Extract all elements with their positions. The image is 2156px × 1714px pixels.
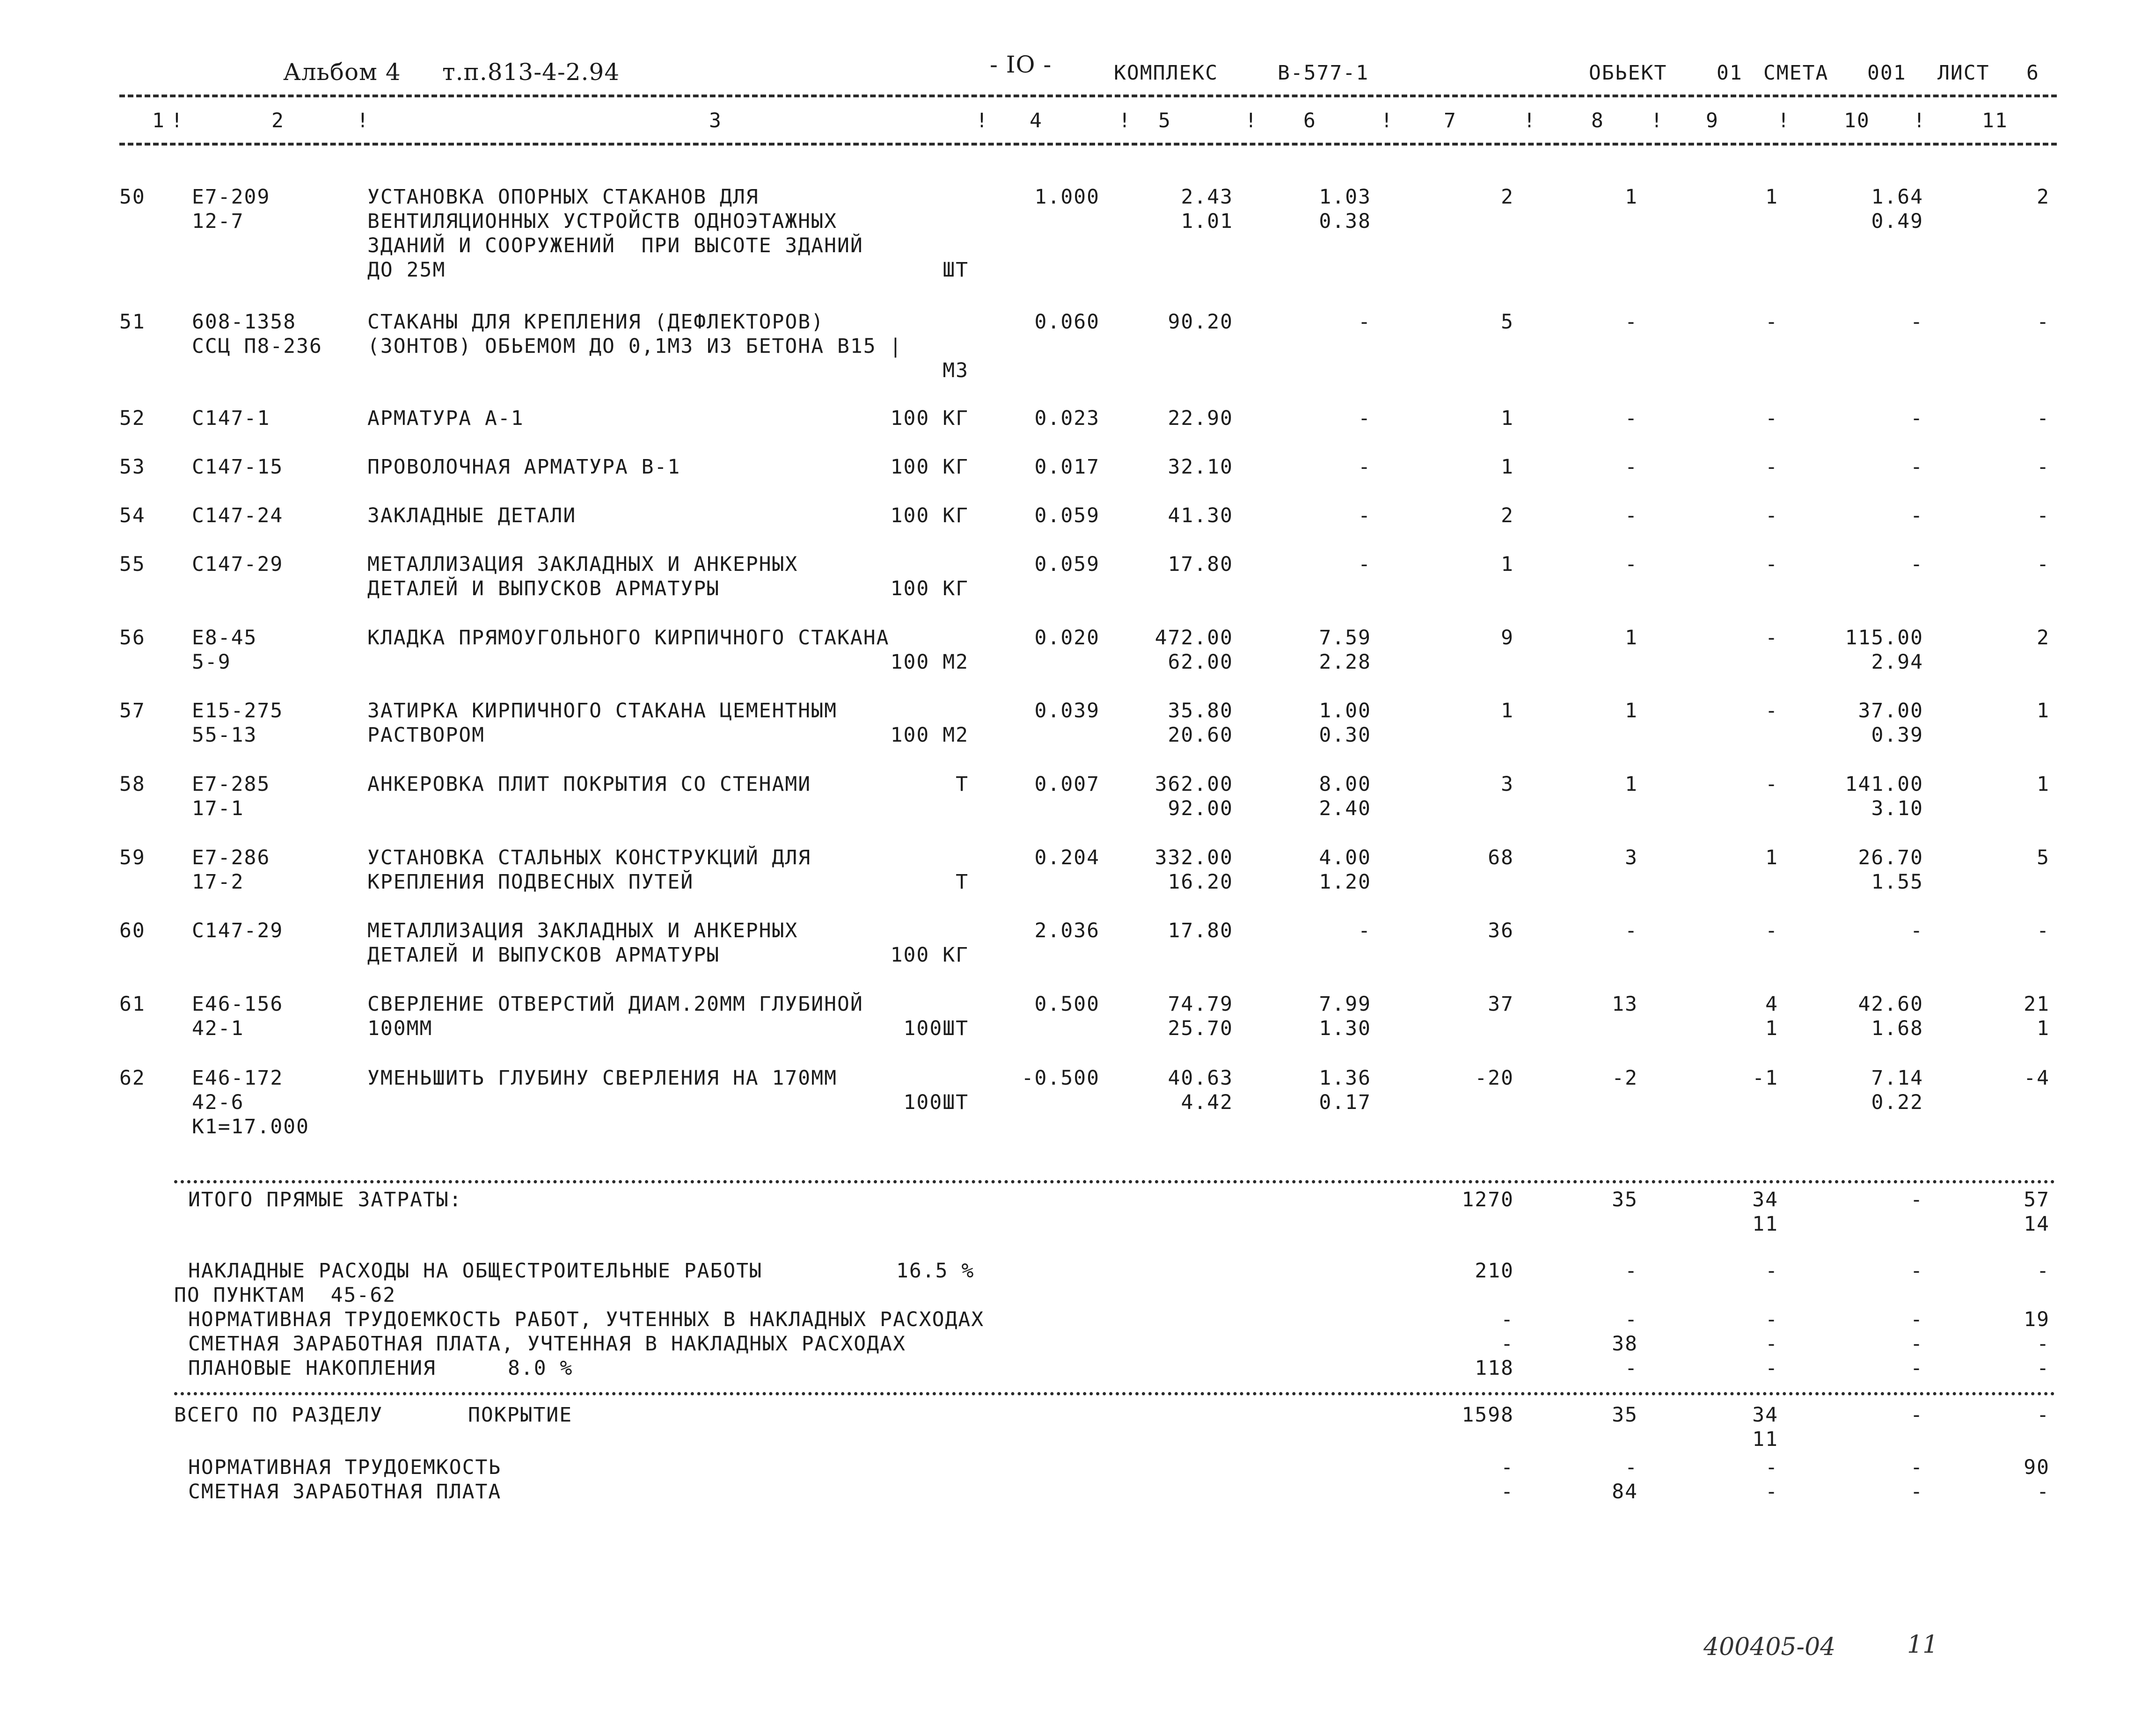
row-c11: 2 <box>2037 185 2050 209</box>
row-c5: 17.80 <box>1168 553 1233 576</box>
row-code: С147-29 <box>192 919 284 942</box>
row-c11: - <box>2037 553 2050 576</box>
wage-overhead-c9: - <box>1765 1332 1778 1356</box>
row-description: ВЕНТИЛЯЦИОННЫХ УСТРОЙСТВ ОДНОЭТАЖНЫХ <box>367 210 837 233</box>
row-description: (ЗОНТОВ) ОБЬЕМОМ ДО 0,1М3 ИЗ БЕТОНА В15 | <box>367 335 903 358</box>
direct-c10: - <box>1910 1188 1923 1211</box>
wage-c11: - <box>2037 1480 2050 1503</box>
object-label: ОБЬЕКТ <box>1589 61 1667 85</box>
row-c10: 26.70 <box>1858 846 1923 869</box>
planned-c10: - <box>1910 1357 1923 1380</box>
row-c6: 2.28 <box>1319 650 1371 674</box>
row-c8: - <box>1625 310 1638 334</box>
row-c9: 1 <box>1765 1017 1778 1040</box>
row-c10: 2.94 <box>1871 650 1923 674</box>
row-unit: 100 КГ <box>890 577 969 600</box>
row-description: АРМАТУРА А-1 <box>367 407 524 430</box>
column-separator: ! <box>976 109 989 132</box>
norm-labor-overhead-c11: 19 <box>2024 1308 2050 1331</box>
row-c5: 40.63 <box>1168 1066 1233 1090</box>
row-number: 62 <box>119 1066 146 1090</box>
row-unit: 100 М2 <box>890 650 969 674</box>
overhead-percent: 16.5 % <box>896 1259 975 1283</box>
norm-labor-c7: - <box>1501 1456 1514 1479</box>
row-c7: 2 <box>1501 185 1514 209</box>
wage-overhead-c8: 38 <box>1612 1332 1638 1356</box>
planned-savings-label: ПЛАНОВЫЕ НАКОПЛЕНИЯ <box>188 1357 436 1380</box>
column-separator: ! <box>1913 109 1926 132</box>
row-code: С147-29 <box>192 553 284 576</box>
row-c7: 1 <box>1501 407 1514 430</box>
row-c7: 2 <box>1501 504 1514 527</box>
row-c6: 8.00 <box>1319 773 1371 796</box>
row-description: ЗАТИРКА КИРПИЧНОГО СТАКАНА ЦЕМЕНТНЫМ <box>367 699 837 722</box>
row-code: Е46-156 <box>192 992 284 1016</box>
row-description: УСТАНОВКА ОПОРНЫХ СТАКАНОВ ДЛЯ <box>367 185 759 209</box>
column-number-4: 4 <box>1030 109 1043 132</box>
row-c8: -2 <box>1612 1066 1638 1090</box>
sheet-label: ЛИСТ <box>1937 61 1990 85</box>
row-code: 608-1358 <box>192 310 297 334</box>
section-c7: 1598 <box>1462 1403 1514 1427</box>
row-code: 5-9 <box>192 650 231 674</box>
row-c6: 1.36 <box>1319 1066 1371 1090</box>
row-c5: 32.10 <box>1168 455 1233 479</box>
row-c11: - <box>2037 407 2050 430</box>
row-c5: 41.30 <box>1168 504 1233 527</box>
row-c5: 35.80 <box>1168 699 1233 722</box>
row-c11: 21 <box>2024 992 2050 1016</box>
row-c8: - <box>1625 407 1638 430</box>
row-c8: 1 <box>1625 699 1638 722</box>
row-quantity-c4: 0.023 <box>1034 407 1100 430</box>
direct-c9: 34 <box>1752 1188 1778 1211</box>
direct-c7: 1270 <box>1462 1188 1514 1211</box>
estimate-number: 001 <box>1867 61 1907 85</box>
row-description: ЗАКЛАДНЫЕ ДЕТАЛИ <box>367 504 577 527</box>
row-c11: 5 <box>2037 846 2050 869</box>
sheet-number: 6 <box>2026 61 2039 85</box>
overhead-items-label: ПО ПУНКТАМ 45-62 <box>174 1284 396 1307</box>
wage-c9: - <box>1765 1480 1778 1503</box>
row-unit: 100 КГ <box>890 504 969 527</box>
row-c11: 1 <box>2037 699 2050 722</box>
row-c8: - <box>1625 455 1638 479</box>
complex-label: КОМПЛЕКС <box>1114 61 1219 85</box>
row-c10: - <box>1910 504 1923 527</box>
row-code: С147-1 <box>192 407 270 430</box>
row-number: 53 <box>119 455 146 479</box>
row-quantity-c4: 0.059 <box>1034 504 1100 527</box>
row-description: ЗДАНИЙ И СООРУЖЕНИЙ ПРИ ВЫСОТЕ ЗДАНИЙ <box>367 234 863 257</box>
row-c5: 74.79 <box>1168 992 1233 1016</box>
row-c6: 1.03 <box>1319 185 1371 209</box>
handwritten-code: 400405-04 <box>1703 1633 1836 1661</box>
column-number-1: 1 <box>152 109 165 132</box>
row-c9: 1 <box>1765 846 1778 869</box>
row-c10: - <box>1910 407 1923 430</box>
row-code: С147-24 <box>192 504 284 527</box>
column-separator: ! <box>357 109 370 132</box>
row-c7: -20 <box>1475 1066 1514 1090</box>
wage-overhead-c10: - <box>1910 1332 1923 1356</box>
column-separator: ! <box>1381 109 1394 132</box>
row-c10: - <box>1910 553 1923 576</box>
norm-labor-overhead-c10: - <box>1910 1308 1923 1331</box>
section-c8: 35 <box>1612 1403 1638 1427</box>
norm-labor-c10: - <box>1910 1456 1923 1479</box>
row-quantity-c4: 0.039 <box>1034 699 1100 722</box>
norm-labor-c11: 90 <box>2024 1456 2050 1479</box>
row-c6: - <box>1358 504 1371 527</box>
overhead-c11: - <box>2037 1259 2050 1283</box>
row-c10: 1.55 <box>1871 870 1923 894</box>
wage-overhead-c11: - <box>2037 1332 2050 1356</box>
row-c8: 1 <box>1625 773 1638 796</box>
planned-c11: - <box>2037 1357 2050 1380</box>
row-number: 50 <box>119 185 146 209</box>
row-unit: ШТ <box>943 258 969 282</box>
row-c9: - <box>1765 626 1778 649</box>
column-separator: ! <box>171 109 184 132</box>
row-quantity-c4: 0.500 <box>1034 992 1100 1016</box>
row-code: 17-1 <box>192 797 244 820</box>
row-c11: 1 <box>2037 773 2050 796</box>
complex-code: В-577-1 <box>1278 61 1369 85</box>
row-c9: - <box>1765 407 1778 430</box>
row-c8: - <box>1625 504 1638 527</box>
row-number: 56 <box>119 626 146 649</box>
row-quantity-c4: 0.060 <box>1034 310 1100 334</box>
row-c8: 1 <box>1625 185 1638 209</box>
direct-c11: 57 <box>2024 1188 2050 1211</box>
row-c6: 0.38 <box>1319 210 1371 233</box>
row-c9: - <box>1765 455 1778 479</box>
row-quantity-c4: 0.204 <box>1034 846 1100 869</box>
row-c5: 25.70 <box>1168 1017 1233 1040</box>
wage-c8: 84 <box>1612 1480 1638 1503</box>
row-c7: 37 <box>1488 992 1514 1016</box>
section-c9: 34 <box>1752 1403 1778 1427</box>
row-c6: 1.00 <box>1319 699 1371 722</box>
row-c9: - <box>1765 773 1778 796</box>
column-number-9: 9 <box>1706 109 1719 132</box>
row-c6: 2.40 <box>1319 797 1371 820</box>
row-c7: 3 <box>1501 773 1514 796</box>
norm-labor-c9: - <box>1765 1456 1778 1479</box>
row-c10: 1.64 <box>1871 185 1923 209</box>
wage-label: СМЕТНАЯ ЗАРАБОТНАЯ ПЛАТА <box>188 1480 502 1503</box>
overhead-label: НАКЛАДНЫЕ РАСХОДЫ НА ОБЩЕСТРОИТЕЛЬНЫЕ РАБОТЫ <box>188 1259 763 1283</box>
row-c10: 0.22 <box>1871 1091 1923 1114</box>
row-number: 58 <box>119 773 146 796</box>
row-c8: - <box>1625 553 1638 576</box>
row-c5: 16.20 <box>1168 870 1233 894</box>
planned-savings-percent: 8.0 % <box>508 1357 573 1380</box>
row-c7: 68 <box>1488 846 1514 869</box>
row-quantity-c4: 0.007 <box>1034 773 1100 796</box>
row-description: СВЕРЛЕНИЕ ОТВЕРСТИЙ ДИАМ.20ММ ГЛУБИНОЙ <box>367 992 863 1016</box>
row-description: АНКЕРОВКА ПЛИТ ПОКРЫТИЯ СО СТЕНАМИ <box>367 773 811 796</box>
header-rule-top <box>119 95 2057 97</box>
row-c9: - <box>1765 919 1778 942</box>
row-c10: 0.49 <box>1871 210 1923 233</box>
row-code: Е7-285 <box>192 773 270 796</box>
row-c9: - <box>1765 504 1778 527</box>
column-number-5: 5 <box>1158 109 1171 132</box>
row-c7: 36 <box>1488 919 1514 942</box>
row-c9: -1 <box>1752 1066 1778 1090</box>
row-description: КЛАДКА ПРЯМОУГОЛЬНОГО КИРПИЧНОГО СТАКАНА <box>367 626 890 649</box>
column-separator: ! <box>1651 109 1664 132</box>
row-c8: 1 <box>1625 626 1638 649</box>
direct-c11-line2: 14 <box>2024 1212 2050 1236</box>
row-c10: 3.10 <box>1871 797 1923 820</box>
row-c11: -4 <box>2024 1066 2050 1090</box>
row-c11: - <box>2037 504 2050 527</box>
row-c6: - <box>1358 919 1371 942</box>
row-code: К1=17.000 <box>192 1115 309 1138</box>
row-c8: 3 <box>1625 846 1638 869</box>
row-c6: - <box>1358 407 1371 430</box>
row-number: 52 <box>119 407 146 430</box>
section-total-label: ВСЕГО ПО РАЗДЕЛУ <box>174 1403 383 1427</box>
row-number: 61 <box>119 992 146 1016</box>
row-code: 42-1 <box>192 1017 244 1040</box>
row-description: 100ММ <box>367 1017 433 1040</box>
row-c9: - <box>1765 699 1778 722</box>
row-c10: 115.00 <box>1845 626 1923 649</box>
row-unit: Т <box>956 870 969 894</box>
row-quantity-c4: 0.059 <box>1034 553 1100 576</box>
row-c6: 1.20 <box>1319 870 1371 894</box>
norm-labor-overhead-c9: - <box>1765 1308 1778 1331</box>
row-number: 54 <box>119 504 146 527</box>
row-c7: 9 <box>1501 626 1514 649</box>
row-c6: 1.30 <box>1319 1017 1371 1040</box>
row-quantity-c4: 0.020 <box>1034 626 1100 649</box>
norm-labor-c8: - <box>1625 1456 1638 1479</box>
row-quantity-c4: 1.000 <box>1034 185 1100 209</box>
row-c8: - <box>1625 919 1638 942</box>
column-number-8: 8 <box>1591 109 1604 132</box>
row-c7: 5 <box>1501 310 1514 334</box>
row-unit: 100ШТ <box>903 1017 969 1040</box>
row-c6: - <box>1358 455 1371 479</box>
row-c6: 0.30 <box>1319 723 1371 747</box>
overhead-c7: 210 <box>1475 1259 1514 1283</box>
row-c10: 0.39 <box>1871 723 1923 747</box>
row-c6: - <box>1358 553 1371 576</box>
row-c7: 1 <box>1501 553 1514 576</box>
wage-c10: - <box>1910 1480 1923 1503</box>
column-number-6: 6 <box>1303 109 1316 132</box>
row-c5: 1.01 <box>1181 210 1233 233</box>
row-code: 42-6 <box>192 1091 244 1114</box>
row-description: РАСТВОРОМ <box>367 723 485 747</box>
row-c6: - <box>1358 310 1371 334</box>
row-c5: 17.80 <box>1168 919 1233 942</box>
norm-labor-overhead-c8: - <box>1625 1308 1638 1331</box>
row-c11: - <box>2037 310 2050 334</box>
row-c5: 20.60 <box>1168 723 1233 747</box>
totals-dotted-rule <box>174 1180 2055 1183</box>
section-name: ПОКРЫТИЕ <box>468 1403 573 1427</box>
wage-overhead-label: СМЕТНАЯ ЗАРАБОТНАЯ ПЛАТА, УЧТЕННАЯ В НАКЛАДНЫХ РАСХОДАХ <box>188 1332 906 1356</box>
column-separator: ! <box>1523 109 1536 132</box>
row-c10: 42.60 <box>1858 992 1923 1016</box>
row-c6: 4.00 <box>1319 846 1371 869</box>
row-c10: - <box>1910 919 1923 942</box>
column-separator: ! <box>1777 109 1791 132</box>
row-description: ДЕТАЛЕЙ И ВЫПУСКОВ АРМАТУРЫ <box>367 943 720 967</box>
album-label: Альбом 4 <box>283 58 401 86</box>
row-c10: 1.68 <box>1871 1017 1923 1040</box>
row-description: ПРОВОЛОЧНАЯ АРМАТУРА В-1 <box>367 455 681 479</box>
row-c5: 22.90 <box>1168 407 1233 430</box>
row-code: 55-13 <box>192 723 257 747</box>
row-description: МЕТАЛЛИЗАЦИЯ ЗАКЛАДНЫХ И АНКЕРНЫХ <box>367 919 798 942</box>
project-code: т.п.813-4-2.94 <box>442 58 620 86</box>
row-c5: 332.00 <box>1155 846 1233 869</box>
column-number-2: 2 <box>271 109 285 132</box>
row-description: УСТАНОВКА СТАЛЬНЫХ КОНСТРУКЦИЙ ДЛЯ <box>367 846 811 869</box>
row-number: 59 <box>119 846 146 869</box>
row-c8: 13 <box>1612 992 1638 1016</box>
column-number-3: 3 <box>709 109 722 132</box>
row-number: 55 <box>119 553 146 576</box>
row-code: Е8-45 <box>192 626 257 649</box>
row-code: Е7-209 <box>192 185 270 209</box>
row-description: ДЕТАЛЕЙ И ВЫПУСКОВ АРМАТУРЫ <box>367 577 720 600</box>
overhead-c9: - <box>1765 1259 1778 1283</box>
direct-c8: 35 <box>1612 1188 1638 1211</box>
overhead-c8: - <box>1625 1259 1638 1283</box>
row-c11: - <box>2037 919 2050 942</box>
direct-c9-line2: 11 <box>1752 1212 1778 1236</box>
row-number: 51 <box>119 310 146 334</box>
column-number-7: 7 <box>1444 109 1457 132</box>
row-c9: - <box>1765 310 1778 334</box>
section-dotted-rule <box>174 1392 2055 1395</box>
row-quantity-c4: 0.017 <box>1034 455 1100 479</box>
row-code: С147-15 <box>192 455 284 479</box>
norm-labor-label: НОРМАТИВНАЯ ТРУДОЕМКОСТЬ <box>188 1456 502 1479</box>
row-c5: 2.43 <box>1181 185 1233 209</box>
row-unit: 100ШТ <box>903 1091 969 1114</box>
row-c5: 472.00 <box>1155 626 1233 649</box>
planned-c8: - <box>1625 1357 1638 1380</box>
row-c5: 4.42 <box>1181 1091 1233 1114</box>
row-c6: 7.59 <box>1319 626 1371 649</box>
row-c5: 62.00 <box>1168 650 1233 674</box>
row-c10: 141.00 <box>1845 773 1923 796</box>
row-code: Е7-286 <box>192 846 270 869</box>
section-c9-line2: 11 <box>1752 1428 1778 1451</box>
row-c7: 1 <box>1501 455 1514 479</box>
row-unit: Т <box>956 773 969 796</box>
row-code: Е46-172 <box>192 1066 284 1090</box>
row-code: Е15-275 <box>192 699 284 722</box>
row-c10: 37.00 <box>1858 699 1923 722</box>
section-c10: - <box>1910 1403 1923 1427</box>
row-code: 12-7 <box>192 210 244 233</box>
norm-labor-overhead-label: НОРМАТИВНАЯ ТРУДОЕМКОСТЬ РАБОТ, УЧТЕННЫХ В НАКЛАДНЫХ РАСХОДАХ <box>188 1308 985 1331</box>
row-description: ДО 25М <box>367 258 446 282</box>
row-unit: 100 КГ <box>890 943 969 967</box>
column-number-11: 11 <box>1982 109 2008 132</box>
wage-c7: - <box>1501 1480 1514 1503</box>
row-code: 17-2 <box>192 870 244 894</box>
row-c7: 1 <box>1501 699 1514 722</box>
page-number: - IO - <box>990 51 1052 78</box>
norm-labor-overhead-c7: - <box>1501 1308 1514 1331</box>
row-c9: - <box>1765 553 1778 576</box>
row-c11: 1 <box>2037 1017 2050 1040</box>
object-number: 01 <box>1717 61 1743 85</box>
row-c9: 4 <box>1765 992 1778 1016</box>
row-c6: 0.17 <box>1319 1091 1371 1114</box>
row-code: ССЦ П8-236 <box>192 335 322 358</box>
planned-c7: 118 <box>1475 1357 1514 1380</box>
row-number: 60 <box>119 919 146 942</box>
row-c11: 2 <box>2037 626 2050 649</box>
row-quantity-c4: -0.500 <box>1021 1066 1100 1090</box>
wage-overhead-c7: - <box>1501 1332 1514 1356</box>
row-description: КРЕПЛЕНИЯ ПОДВЕСНЫХ ПУТЕЙ <box>367 870 694 894</box>
row-c9: 1 <box>1765 185 1778 209</box>
row-unit: 100 КГ <box>890 455 969 479</box>
row-c10: - <box>1910 310 1923 334</box>
row-description: УМЕНЬШИТЬ ГЛУБИНУ СВЕРЛЕНИЯ НА 170ММ <box>367 1066 837 1090</box>
column-separator: ! <box>1118 109 1132 132</box>
row-c5: 362.00 <box>1155 773 1233 796</box>
row-description: СТАКАНЫ ДЛЯ КРЕПЛЕНИЯ (ДЕФЛЕКТОРОВ) <box>367 310 825 334</box>
estimate-label: СМЕТА <box>1763 61 1829 85</box>
row-unit: 100 КГ <box>890 407 969 430</box>
section-c11: - <box>2037 1403 2050 1427</box>
row-c5: 92.00 <box>1168 797 1233 820</box>
row-unit: 100 М2 <box>890 723 969 747</box>
row-c5: 90.20 <box>1168 310 1233 334</box>
row-number: 57 <box>119 699 146 722</box>
row-c10: - <box>1910 455 1923 479</box>
row-description: МЕТАЛЛИЗАЦИЯ ЗАКЛАДНЫХ И АНКЕРНЫХ <box>367 553 798 576</box>
row-unit: М3 <box>943 359 969 382</box>
row-quantity-c4: 2.036 <box>1034 919 1100 942</box>
direct-costs-label: ИТОГО ПРЯМЫЕ ЗАТРАТЫ: <box>188 1188 462 1211</box>
row-c6: 7.99 <box>1319 992 1371 1016</box>
row-c10: 7.14 <box>1871 1066 1923 1090</box>
planned-c9: - <box>1765 1357 1778 1380</box>
overhead-c10: - <box>1910 1259 1923 1283</box>
handwritten-number: 11 <box>1907 1631 1938 1659</box>
column-number-10: 10 <box>1844 109 1870 132</box>
row-c11: - <box>2037 455 2050 479</box>
header-rule-bottom <box>119 143 2057 146</box>
column-separator: ! <box>1245 109 1258 132</box>
